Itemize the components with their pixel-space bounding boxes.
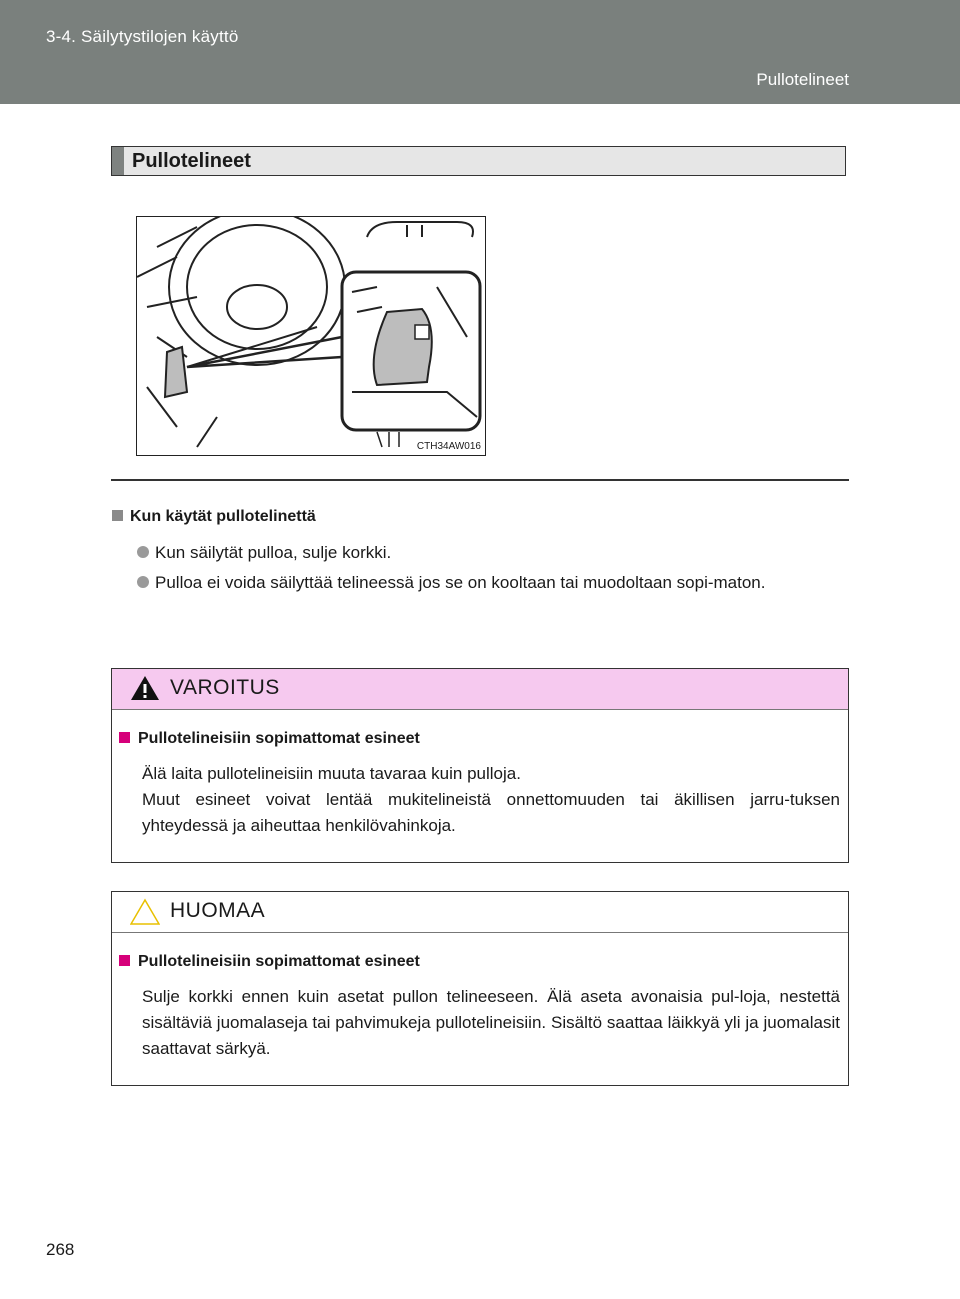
warning-box: [111, 668, 849, 863]
notice-label: HUOMAA: [170, 899, 266, 922]
usage-bullet-1: [137, 538, 837, 567]
notice-header: [112, 892, 848, 933]
warning-text: [142, 761, 840, 839]
square-bullet-icon: [112, 510, 123, 521]
usage-bullet-text-1: Kun säilytät pulloa, sulje korkki.: [155, 543, 392, 562]
warning-text-2: Muut esineet voivat lentää mukitelineistä onnettomuuden tai äkillisen jarru-tuksen yhteydessä ja aiheuttaa henkilövahinkoja.: [142, 790, 840, 835]
warning-subheading-row: [119, 730, 420, 748]
chapter-title: 3-4. Säilytystilojen käyttö: [46, 27, 239, 46]
notice-subheading: Pullotelineisiin sopimattomat esineet: [138, 953, 420, 970]
bottle-holder-illustration: [136, 216, 486, 456]
page-section-name: Pullotelineet: [756, 70, 849, 89]
notice-text: Sulje korkki ennen kuin asetat pullon telineeseen. Älä aseta avonaisia pul-loja, nestettä sisältäviä juomalaseja tai pahvimukeja pullotelineisiin. Sisältö saattaa läikkyä yli ja juomalasit saattavat särkyä.: [142, 987, 840, 1058]
square-bullet-icon: [119, 955, 130, 966]
section-title: Pullotelineet: [132, 150, 251, 172]
section-title-marker: [112, 147, 124, 175]
section-divider: [111, 479, 849, 481]
circle-bullet-icon: [137, 546, 149, 558]
figure-code: CTH34AW016: [416, 441, 481, 452]
dashboard-drawing: [137, 217, 485, 455]
warning-text-1: Älä laita pullotelineisiin muuta tavaraa kuin pulloja.: [142, 764, 521, 783]
notice-box: [111, 891, 849, 1086]
usage-bullet-2: [137, 568, 827, 597]
usage-heading-row: [112, 508, 316, 526]
page-header: [0, 0, 960, 104]
caution-triangle-icon: [130, 898, 160, 926]
page-number: 268: [46, 1240, 75, 1259]
notice-subheading-row: [119, 953, 420, 971]
square-bullet-icon: [119, 732, 130, 743]
warning-header: [112, 669, 848, 710]
warning-triangle-icon: [130, 675, 160, 701]
usage-heading: Kun käytät pullotelinettä: [130, 508, 316, 525]
section-title-bar: [111, 146, 846, 176]
usage-bullet-text-2: Pulloa ei voida säilyttää telineessä jos se on kooltaan tai muodoltaan sopi-maton.: [155, 573, 766, 592]
circle-bullet-icon: [137, 576, 149, 588]
warning-subheading: Pullotelineisiin sopimattomat esineet: [138, 730, 420, 747]
warning-label: VAROITUS: [170, 676, 280, 699]
